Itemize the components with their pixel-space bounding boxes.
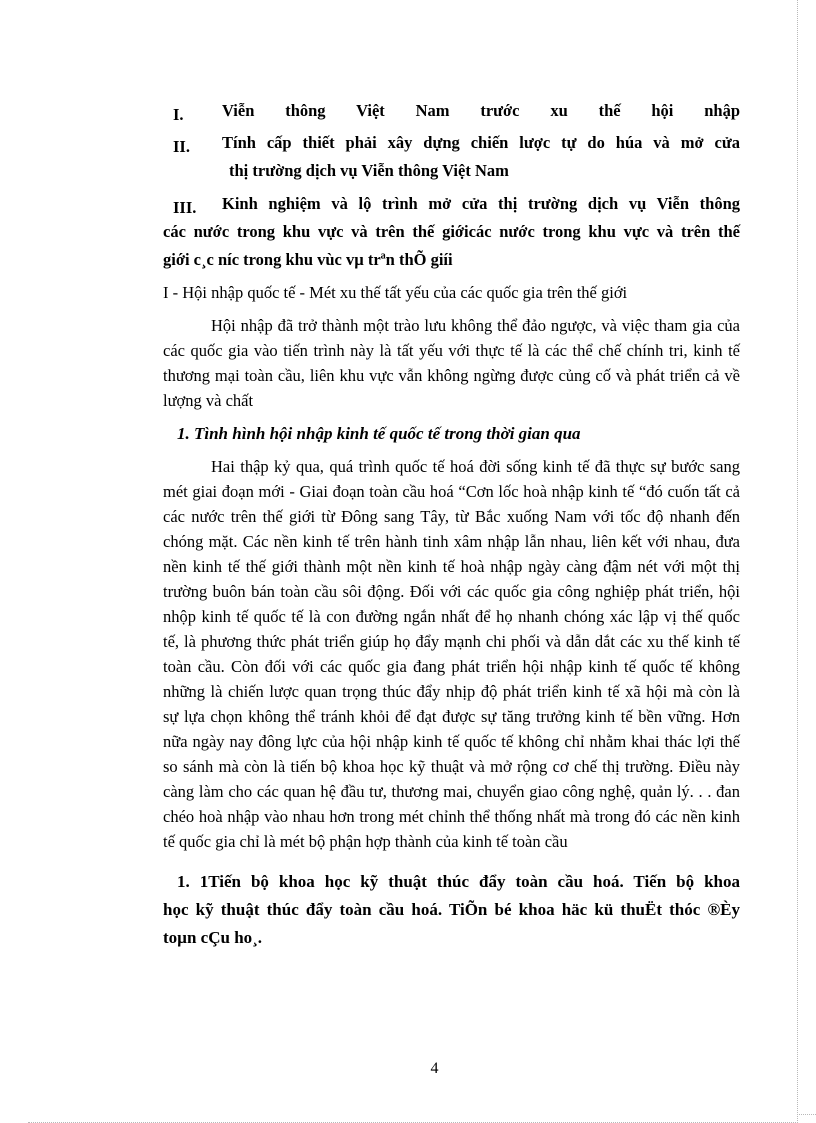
toc-item-1-title: Viễn thông Việt Nam trước xu thế hội nhập bbox=[222, 101, 740, 120]
subsection-1-para-line: mét giai đoạn mới - Giai đoạn toàn cầu hoá “Cơn lốc hoà nhập kinh tế “đó cuốn tất cả bbox=[163, 482, 740, 501]
subsection-1-heading: 1. Tình hình hội nhập kinh tế quốc tế trong thời gian qua bbox=[177, 424, 581, 443]
subsection-1-para-line: chéo hoà nhập vào nhau hơn trong mét chỉnh thể thống nhất mà trong đó các nền kinh bbox=[163, 807, 740, 826]
toc-item-2-title-line2: thị trường dịch vụ Viễn thông Việt Nam bbox=[229, 161, 509, 180]
subsection-1-para-line: sự lựa chọn không thể tránh khỏi để đạt được sự tăng trưởng kinh tế bền vững. Hơn bbox=[163, 707, 740, 726]
subsection-2-heading-line3: toµn cÇu ho¸. bbox=[163, 928, 263, 947]
subsection-1-para-line: so sánh mà còn là tiến bộ khoa học kỹ thuật và mở rộng cơ chế thị trường. Điều này bbox=[163, 757, 740, 776]
subsection-1-para-line: Hai thập kỷ qua, quá trình quốc tế hoá đời sống kinh tế đã thực sự bước sang bbox=[211, 457, 740, 476]
toc-item-3-number: III. bbox=[173, 198, 197, 217]
subsection-1-para-line: trường buôn bán toàn cầu sôi động. Đối với các quốc gia công nghiệp phát triển, hội bbox=[163, 582, 740, 601]
toc-item-2-number: II. bbox=[173, 137, 190, 156]
subsection-1-para-line: tế, là phương thức phát triển giúp họ đẩy mạnh chi phối và dẫn dắt các xu thế kinh tế bbox=[163, 632, 740, 651]
section-1-para-line: lượng và chất bbox=[163, 391, 254, 410]
section-1-para-line: các quốc gia vào tiến trình này là tất yếu với thực tế là các thể chế chính tri, kinh tế bbox=[163, 341, 740, 360]
subsection-1-para-line: toàn cầu. Còn đối với các quốc gia đang phát triển hội nhập kinh tế quốc tế không bbox=[163, 657, 740, 676]
toc-item-3-title-line3: giới c¸c níc trong khu vùc vµ trªn thÕ giíi bbox=[163, 250, 453, 269]
toc-item-2-title-line1: Tính cấp thiết phải xây dựng chiến lược tự do húa và mở cửa bbox=[222, 133, 740, 152]
subsection-1-para-line: nữa ngày nay đông lực của hội nhập kinh tế quốc tế không chỉ nhằm khai thác lợi thế bbox=[163, 732, 740, 751]
subsection-2-heading-line2: học kỹ thuật thúc đẩy toàn cầu hoá. TiÕn bé khoa häc kü thuËt thóc ®Èy bbox=[163, 900, 740, 919]
subsection-1-para-line: những là chiến lược quan trọng thúc đẩy nhịp độ phát triển kinh tế xã hội mà còn là bbox=[163, 682, 740, 701]
toc-item-3-title-line2: các nước trong khu vực và trên thế giớicác nước trong khu vực và trên thế bbox=[163, 222, 740, 241]
subsection-1-para-line: chóng mặt. Các nền kinh tế trên hành tinh xâm nhập lẫn nhau, liên kết với nhau, đưa bbox=[163, 532, 740, 551]
subsection-1-para-line: tế quốc gia chỉ là mét bộ phận hợp thành của kinh tế toàn cầu bbox=[163, 832, 568, 851]
section-1-heading: I - Hội nhập quốc tế - Mét xu thế tất yếu của các quốc gia trên thế giới bbox=[163, 283, 628, 302]
section-1-para-line: Hội nhập đã trở thành một trào lưu không thể đảo ngược, và việc tham gia của bbox=[211, 316, 740, 335]
section-1-para-line: thương mại toàn cầu, liên khu vực vẫn không ngừng được củng cố và phát triển cả về bbox=[163, 366, 740, 385]
page-right-guide bbox=[797, 0, 798, 1123]
subsection-1-para-line: nhộp kinh tế quốc tế là con đường ngắn nhất để họ nhanh chóng xác lập vị thế quốc bbox=[163, 607, 740, 626]
page-number: 4 bbox=[430, 1060, 439, 1077]
subsection-1-para-line: càng làm cho các quan hệ đầu tư, thương mai, chuyển giao công nghệ, quản lý. . . đan bbox=[163, 782, 740, 801]
page-corner-guide bbox=[797, 1114, 816, 1115]
subsection-2-heading-line1: 1. 1Tiến bộ khoa học kỹ thuật thúc đẩy toàn cầu hoá. Tiến bộ khoa bbox=[177, 872, 740, 891]
toc-item-3-title-line1: Kinh nghiệm và lộ trình mở cửa thị trường dịch vụ Viễn thông bbox=[222, 194, 740, 213]
subsection-1-para-line: các nước trên thế giới từ Đông sang Tây, từ Bắc xuống Nam với tốc độ nhanh đến bbox=[163, 507, 740, 526]
toc-item-1-number: I. bbox=[173, 105, 184, 124]
subsection-1-para-line: nền kinh tế thế giới thành một nền kinh tế hoà nhập ngày càng đậm nét với một thị bbox=[163, 557, 740, 576]
